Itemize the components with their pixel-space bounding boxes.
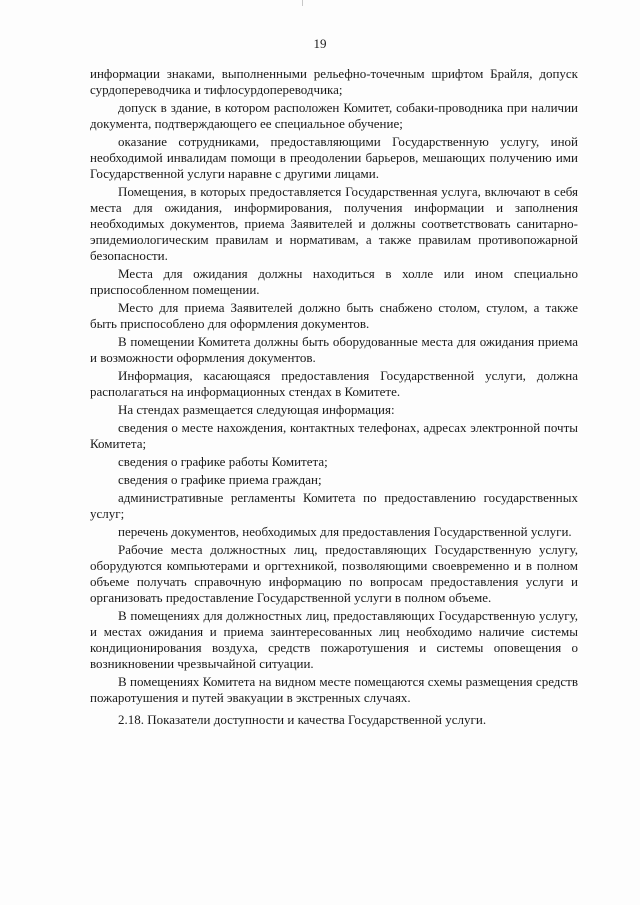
scan-mark bbox=[302, 0, 303, 6]
paragraph-guide-dog-admission: допуск в здание, в котором расположен Комитет, собаки-проводника при наличии документа, подтверждающего ее специальное обучение; bbox=[90, 100, 578, 131]
paragraph-evacuation-schemes: В помещениях Комитета на видном месте помещаются схемы размещения средств пожаротушения и путей эвакуации в экстренных случаях. bbox=[90, 674, 578, 705]
paragraph-waiting-areas: Места для ожидания должны находиться в холле или ином специально приспособленном помещении. bbox=[90, 266, 578, 297]
paragraph-information-stands: Информация, касающаяся предоставления Государственной услуги, должна располагаться на информационных стендах в Комитете. bbox=[90, 368, 578, 399]
section-heading-2-18: 2.18. Показатели доступности и качества Государственной услуги. bbox=[118, 712, 487, 727]
paragraph-workplaces-equipment: Рабочие места должностных лиц, предоставляющих Государственную услугу, оборудуются компьютерами и оргтехникой, позволяющими своевременно и в полном объеме получать справочную информацию по вопросам предоставления услуги и организовать предоставление Государственной услуги в полном объеме. bbox=[90, 542, 578, 605]
paragraph-braille-continuation: информации знаками, выполненными рельефно-точечным шрифтом Брайля, допуск сурдопереводчика и тифлосурдопереводчика; bbox=[90, 66, 578, 97]
paragraph-safety-systems: В помещениях для должностных лиц, предоставляющих Государственную услугу, и местах ожидания и приема заинтересованных лиц необходимо наличие системы кондиционирования воздуха, средств пожаротушения и системы оповещения о возникновении чрезвычайной ситуации. bbox=[90, 608, 578, 671]
page-number: 19 bbox=[313, 36, 327, 51]
paragraph-premises-requirements: Помещения, в которых предоставляется Государственная услуга, включают в себя места для ожидания, информирования, получения информации и заполнения необходимых документов, приема Заявителей и должны соответствовать санитарно-эпидемиологическим правилам и нормативам, а также правилам противопожарной безопасности. bbox=[90, 184, 578, 263]
paragraph-committee-premises: В помещении Комитета должны быть оборудованные места для ожидания приема и возможности оформления документов. bbox=[90, 334, 578, 365]
list-item-administrative-regulations: административные регламенты Комитета по предоставлению государственных услуг; bbox=[90, 490, 578, 521]
document-body bbox=[90, 66, 578, 730]
list-item-reception-schedule: сведения о графике приема граждан; bbox=[118, 472, 322, 487]
paragraph-stands-intro: На стендах размещается следующая информация: bbox=[118, 402, 395, 417]
paragraph-staff-assistance: оказание сотрудниками, предоставляющими Государственную услугу, иной необходимой инвалидам помощи в преодолении барьеров, мешающих получению ими Государственной услуги наравне с другими лицами. bbox=[90, 134, 578, 181]
list-item-location-contacts: сведения о месте нахождения, контактных телефонах, адресах электронной почты Комитета; bbox=[90, 420, 578, 451]
list-item-work-schedule: сведения о графике работы Комитета; bbox=[118, 454, 328, 469]
list-item-documents-list: перечень документов, необходимых для предоставления Государственной услуги. bbox=[118, 524, 572, 539]
paragraph-reception-place: Место для приема Заявителей должно быть снабжено столом, стулом, а также быть приспособлено для оформления документов. bbox=[90, 300, 578, 331]
